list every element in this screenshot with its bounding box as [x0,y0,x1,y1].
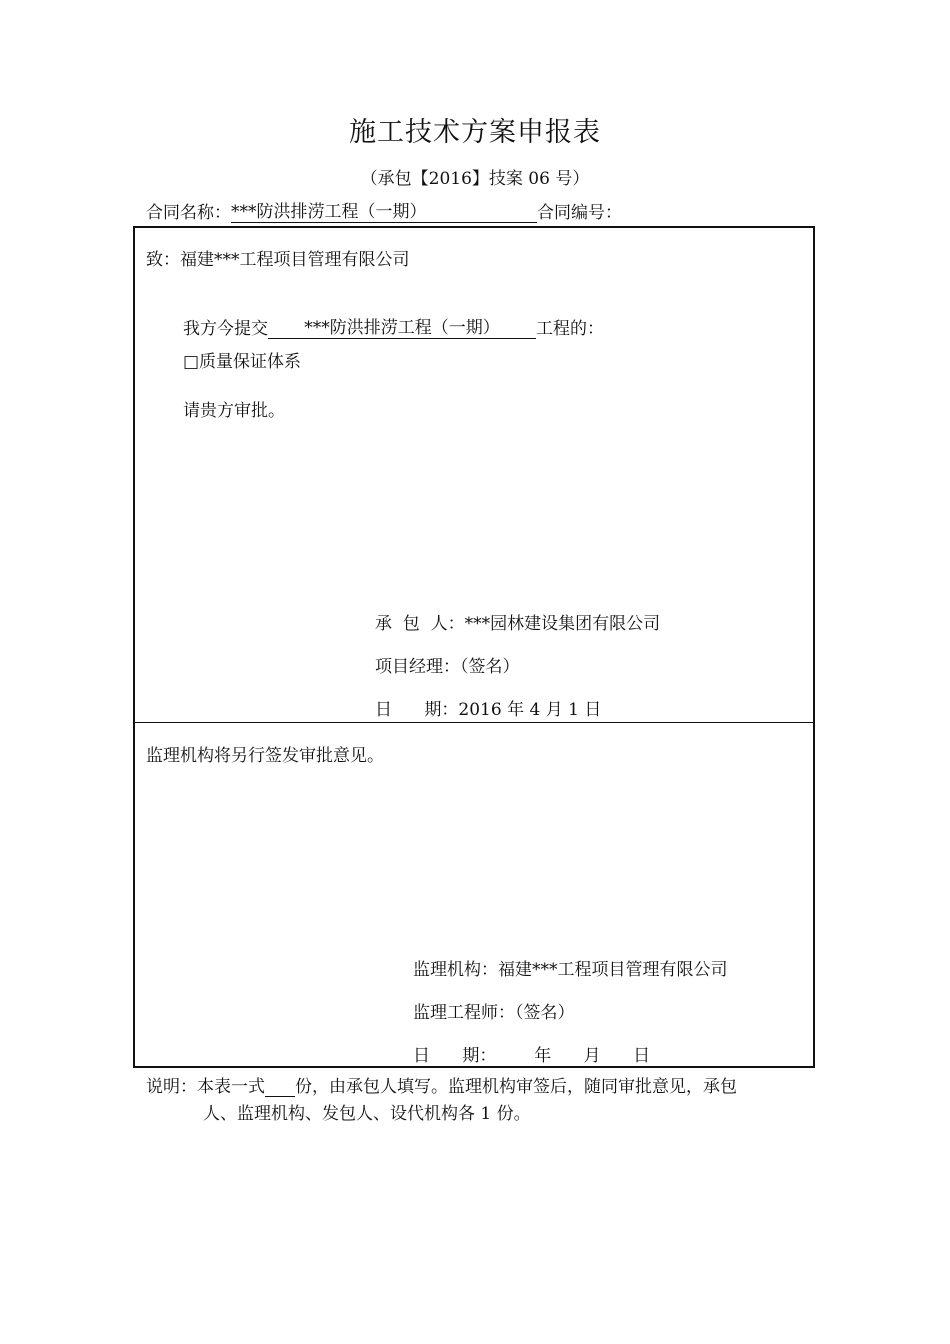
form-number: （承包【2016】技案 06 号） [360,169,590,189]
addressee-line: 致：福建***工程项目管理有限公司 [146,250,410,270]
form-title: 施工技术方案申报表 [349,117,601,148]
note-line-2: 人、监理机构、发包人、设代机构各 1 份。 [203,1104,531,1124]
submit-project-value: ***防洪排涝工程（一期） [268,313,536,339]
supervising-engineer-line: 监理工程师：（签名） [413,1003,575,1023]
submission-date-line: 日 期：2016 年 4 月 1 日 [375,700,602,720]
submit-prefix: 我方今提交 [183,319,268,339]
supervision-agency-line: 监理机构：福建***工程项目管理有限公司 [413,960,728,980]
contract-name-label: 合同名称： [146,203,231,223]
project-manager-line: 项目经理：（签名） [375,657,520,677]
note-prefix: 说明：本表一式 [146,1077,265,1097]
submit-statement [183,313,604,339]
submit-suffix: 工程的： [536,319,604,339]
contract-name-value: ***防洪排涝工程（一期） [231,197,537,223]
copies-blank [265,1076,295,1097]
approval-request: 请贵方审批。 [183,401,285,421]
note-suffix: 份，由承包人填写。监理机构审签后，随同审批意见，承包 [295,1077,737,1097]
contract-number-label: 合同编号： [537,203,622,223]
supervision-opinion: 监理机构将另行签发审批意见。 [146,746,384,766]
note-line-1 [146,1072,737,1097]
supervision-date-line: 日 期： 年 月 日 [413,1046,651,1066]
contractor-line: 承 包 人：***园林建设集团有限公司 [375,614,661,634]
contract-info-row [146,197,622,223]
section-divider [133,722,815,723]
quality-system-checkbox: □质量保证体系 [183,352,302,372]
